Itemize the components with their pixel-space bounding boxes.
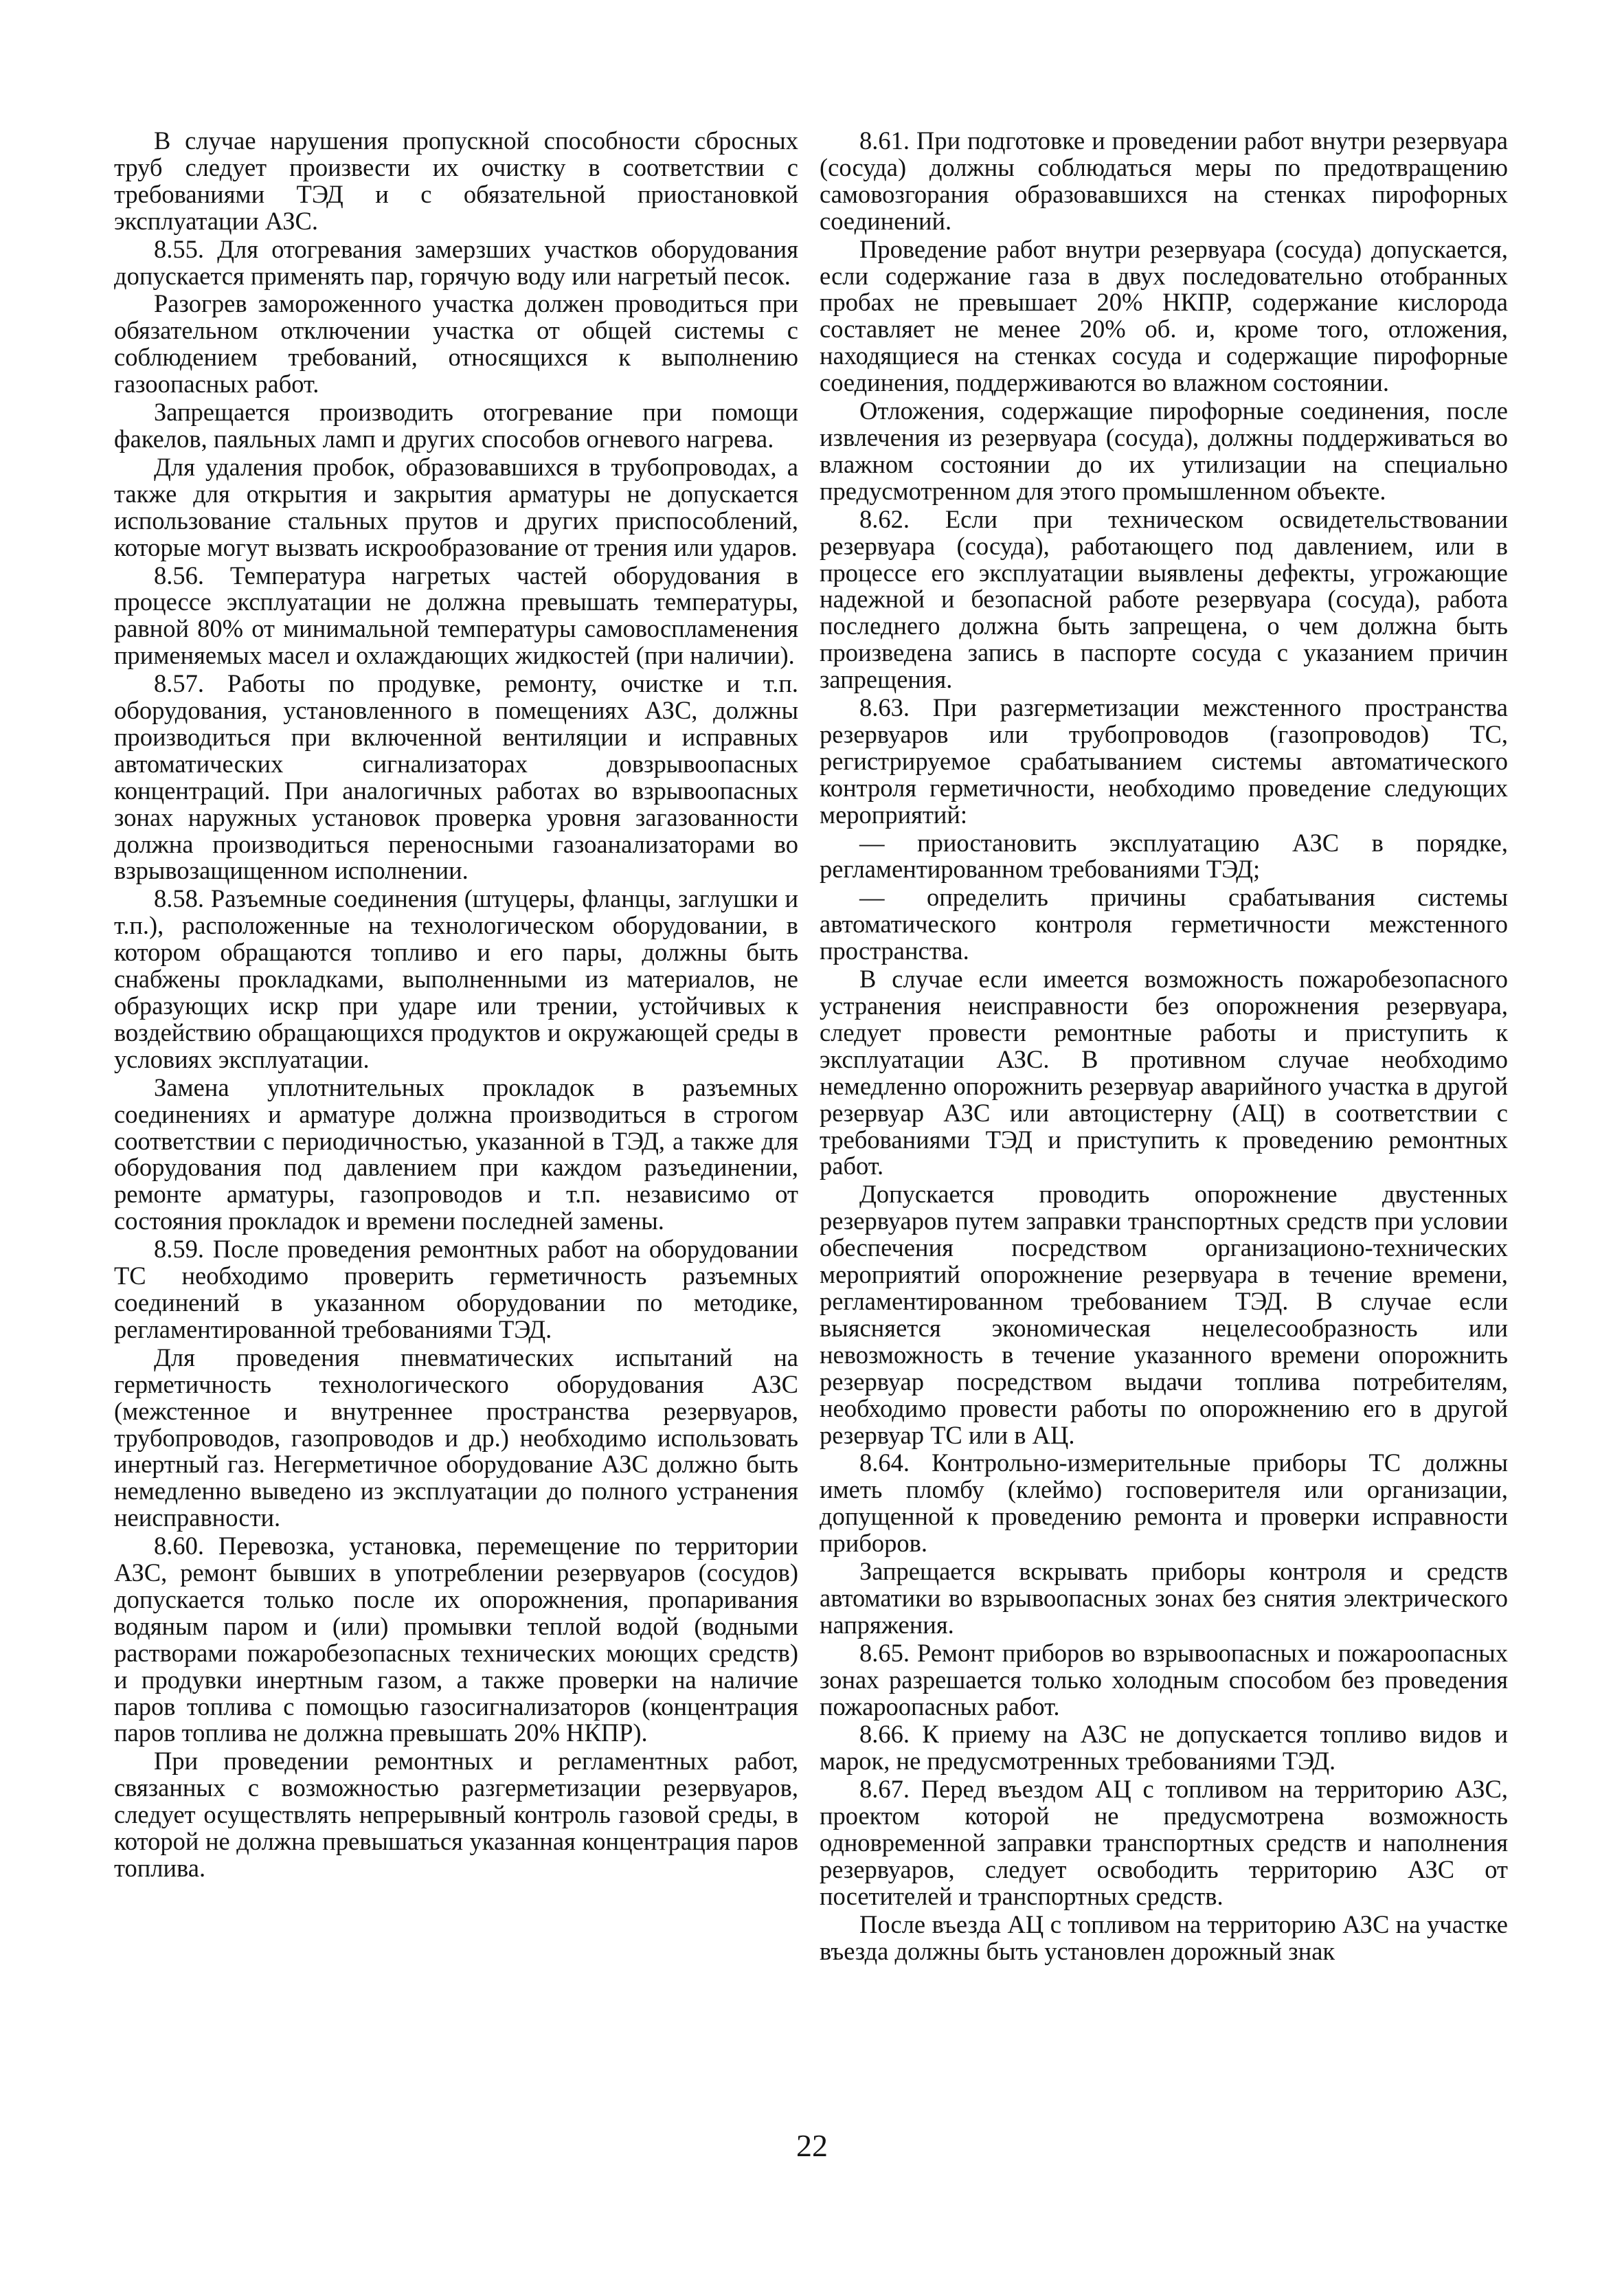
paragraph: При проведении ремонтных и регламентных работ, связанных с возможностью разгерметизации резервуаров, следует осуществлять непрерывный контроль газовой среды, в которой не должна превышаться указанная концентрация паров топлива.: [114, 1747, 798, 1882]
paragraph: 8.55. Для отогревания замерзших участков оборудования допускается применять пар, горячую воду или нагретый песок.: [114, 234, 798, 290]
paragraph: 8.60. Перевозка, установка, перемещение по территории АЗС, ремонт бывших в употреблении резервуаров (сосудов) допускается только после их опорожнения, пропаривания водяным паром и (или) промывки теплой водой (водными растворами пожаробезопасных технических моющих средств) и продувки инертным газом, а также проверки на наличие паров топлива с помощью газосигнализаторов (концентрация паров топлива не должна превышать 20% НКПР).: [114, 1532, 798, 1747]
paragraph: 8.62. Если при техническом освидетельствовании резервуара (сосуда), работающего под давлением, или в процессе его эксплуатации выявлены дефекты, угрожающие надежной и безопасной работе резервуара (сосуда), работа последнего должна быть запрещена, о чем должна быть произведена запись в паспорте сосуда с указанием причин запрещения.: [820, 504, 1508, 694]
paragraph: Проведение работ внутри резервуара (сосуда) допускается, если содержание газа в двух последовательно отобранных пробах не превышает 20% НКПР, содержание кислорода составляет не менее 20% об. и, кроме того, отложения, находящиеся на стенках сосуда и содержащие пирофорные соединения, поддерживаются во влажном состоянии.: [820, 234, 1508, 397]
paragraph: 8.61. При подготовке и проведении работ внутри резервуара (сосуда) должны соблюдаться меры по предотвращению самовозгорания образовавшихся на стенках пирофорных соединений.: [820, 126, 1508, 235]
paragraph: Допускается проводить опорожнение двустенных резервуаров путем заправки транспортных средств при условии обеспечения посредством организационо-технических мероприятий опорожнение резервуара в течение времени, регламентированном требованием ТЭД. В случае если выясняется экономическая нецелесообразность или невозможность в течение указанного времени опорожнить резервуар посредством выдачи топлива потребителям, необходимо провести работы по опорожнению его в другой резервуар ТС или в АЦ.: [820, 1180, 1508, 1449]
paragraph: Запрещается производить отогревание при помощи факелов, паяльных ламп и других способов огневого нагрева.: [114, 398, 798, 453]
left-text-column: [114, 128, 798, 1883]
paragraph: Замена уплотнительных прокладок в разъемных соединениях и арматуре должна производиться в строгом соответствии с периодичностью, указанной в ТЭД, а также для оборудования под давлением при каждом разъединении, ремонте арматуры, газопроводов и т.п. независимо от состояния прокладок и времени последней замены.: [114, 1073, 798, 1235]
paragraph: Для проведения пневматических испытаний на герметичность технологического оборудования АЗС (межстенное и внутреннее пространства резервуаров, трубопроводов, газопроводов и др.) необходимо использовать инертный газ. Негерметичное оборудование АЗС должно быть немедленно выведено из эксплуатации до полного устранения неисправности.: [114, 1343, 798, 1532]
paragraph: Запрещается вскрывать приборы контроля и средств автоматики во взрывоопасных зонах без снятия электрического напряжения.: [820, 1557, 1508, 1639]
paragraph: Для удаления пробок, образовавшихся в трубопроводах, а также для открытия и закрытия арматуры не допускается использование стальных прутов и других приспособлений, которые могут вызвать искрообразование от трения или ударов.: [114, 452, 798, 561]
paragraph: Отложения, содержащие пирофорные соединения, после извлечения из резервуара (сосуда), должны поддерживаться во влажном состоянии до их утилизации на специально предусмотренном для этого промышленном объекте.: [820, 396, 1508, 505]
paragraph: В случае нарушения пропускной способности сбросных труб следует произвести их очистку в соответствии с требованиями ТЭД и с обязательной приостановкой эксплуатации АЗС.: [114, 126, 798, 235]
paragraph: После въезда АЦ с топливом на территорию АЗС на участке въезда должны быть установлен дорожный знак: [820, 1910, 1508, 1965]
paragraph: В случае если имеется возможность пожаробезопасного устранения неисправности без опорожнения резервуара, следует провести ремонтные работы и приступить к эксплуатации АЗС. В противном случае необходимо немедленно опорожнить резервуар аварийного участка в другой резервуар АЗС или автоцистерну (АЦ) в соответствии с требованиями ТЭД и приступить к проведению ремонтных работ.: [820, 965, 1508, 1180]
paragraph: 8.56. Температура нагретых частей оборудования в процессе эксплуатации не должна превышать температуры, равной 80% от минимальной температуры самовоспламенения применяемых масел и охлаждающих жидкостей (при наличии).: [114, 561, 798, 670]
paragraph: 8.64. Контрольно-измерительные приборы ТС должны иметь пломбу (клеймо) госповерителя или организации, допущенной к проведению ремонта и проверки исправности приборов.: [820, 1448, 1508, 1558]
paragraph: 8.66. К приему на АЗС не допускается топливо видов и марок, не предусмотренных требованиями ТЭД.: [820, 1720, 1508, 1776]
paragraph: 8.58. Разъемные соединения (штуцеры, фланцы, заглушки и т.п.), расположенные на технологическом оборудовании, в котором обращаются топливо и его пары, должны быть снабжены прокладками, выполненными из материалов, не образующих искр при ударе или трении, устойчивых к воздействию обращающихся продуктов и окружающей среды в условиях эксплуатации.: [114, 884, 798, 1073]
page-number: 22: [796, 2128, 828, 2163]
list-item: — приостановить эксплуатацию АЗС в порядке, регламентированном требованиями ТЭД;: [820, 828, 1508, 884]
paragraph: 8.67. Перед въездом АЦ с топливом на территорию АЗС, проектом которой не предусмотрена возможность одновременной заправки транспортных средств и наполнения резервуаров, следует освободить территорию АЗС от посетителей и транспортных средств.: [820, 1775, 1508, 1910]
right-text-column: [820, 128, 1508, 1967]
paragraph: 8.63. При разгерметизации межстенного пространства резервуаров или трубопроводов (газопроводов) ТС, регистрируемое срабатыванием системы автоматического контроля герметичности, необходимо проведение следующих мероприятий:: [820, 693, 1508, 829]
paragraph: Разогрев замороженного участка должен проводиться при обязательном отключении участка от общей системы с соблюдением требований, относящихся к выполнению газоопасных работ.: [114, 289, 798, 399]
paragraph: 8.65. Ремонт приборов во взрывоопасных и пожароопасных зонах разрешается только холодным способом без проведения пожароопасных работ.: [820, 1638, 1508, 1721]
paragraph: 8.57. Работы по продувке, ремонту, очистке и т.п. оборудования, установленного в помещениях АЗС, должны производиться при включенной вентиляции и исправных автоматических сигнализаторах довзрывоопасных концентраций. При аналогичных работах во взрывоопасных зонах наружных установок проверка уровня загазованности должна производиться переносными газоанализаторами во взрывозащищенном исполнении.: [114, 669, 798, 885]
paragraph: 8.59. После проведения ремонтных работ на оборудовании ТС необходимо проверить герметичность разъемных соединений в указанном оборудовании по методике, регламентированной требованиями ТЭД.: [114, 1235, 798, 1343]
list-item: — определить причины срабатывания системы автоматического контроля герметичности межстенного пространства.: [820, 883, 1508, 965]
